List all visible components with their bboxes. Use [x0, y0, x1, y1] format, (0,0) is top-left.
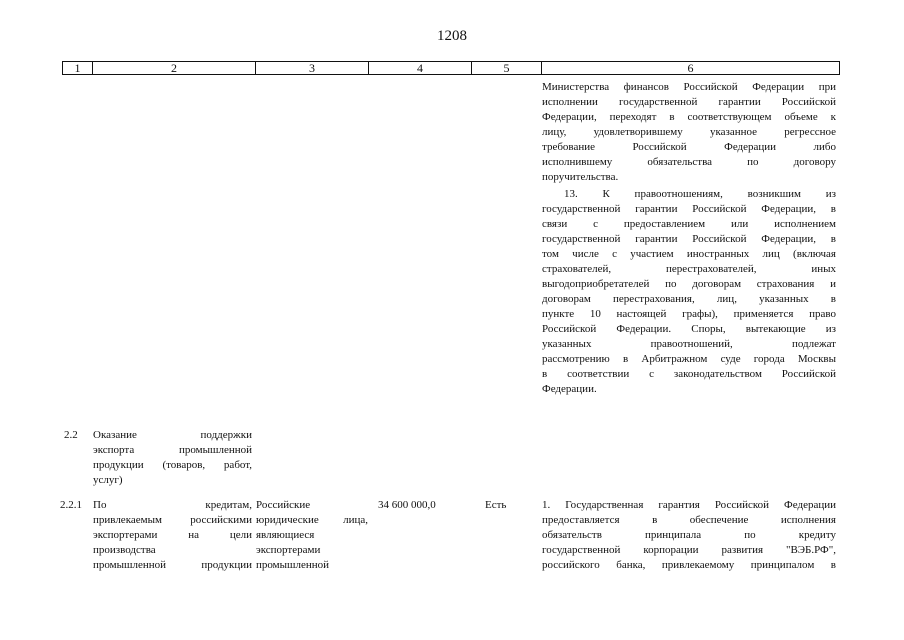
text-line: требование Российской Федерации либо — [542, 141, 836, 153]
text-line: рассмотрению в Арбитражном суде города Москвы — [542, 353, 836, 365]
text-line: 13. К правоотношениям, возникшим из — [564, 188, 836, 200]
row-number-2-2: 2.2 — [64, 429, 78, 441]
row-2-2-1-recourse: Есть — [485, 499, 507, 511]
text-line: договорам перестрахования, лиц, указанных в — [542, 293, 836, 305]
text-line: Федерации. — [542, 383, 597, 395]
column-header-5: 5 — [472, 62, 542, 74]
column-header-2: 2 — [93, 62, 256, 74]
text-line: связи с предоставлением или исполнением — [542, 218, 836, 230]
text-line: государственной гарантии Российской Федерации, в — [542, 233, 836, 245]
text-line: Оказание поддержки — [93, 429, 252, 441]
text-line: выгодоприобретателей по договорам страхования и — [542, 278, 836, 290]
column-header-6: 6 — [687, 61, 694, 75]
row-2-2-1-conditions — [542, 498, 836, 573]
text-line: поручительства. — [542, 171, 619, 183]
text-line: том числе с участием иностранных лиц (включая — [542, 248, 836, 260]
text-line: государственной корпорации развития "ВЭБ.РФ", — [542, 544, 836, 556]
text-line: российского банка, привлекаемому принципалом в — [542, 559, 836, 571]
text-line: Российской Федерации. Споры, вытекающие из — [542, 323, 836, 335]
text-line: Российские — [256, 499, 311, 511]
row-2-2-1-recipients — [256, 498, 368, 573]
column-header-1: 1 — [63, 62, 93, 74]
column-header-4: 4 — [369, 62, 472, 74]
text-line: исполнении государственной гарантии Российской — [542, 96, 836, 108]
text-line: продукции (товаров, работ, — [93, 459, 252, 471]
text-line: лицу, удовлетворившему указанное регрессное — [542, 126, 836, 138]
text-line: исполнившему обязательства по договору — [542, 156, 836, 168]
row-number-2-2-1: 2.2.1 — [60, 499, 82, 511]
text-line: промышленной продукции — [93, 559, 252, 571]
text-line: По кредитам, — [93, 499, 252, 511]
text-line: 1. Государственная гарантия Российской Федерации — [542, 499, 836, 511]
text-line: производства — [93, 544, 156, 556]
column-header-3: 3 — [256, 62, 369, 74]
row-2-2-1-amount: 34 600 000,0 — [378, 499, 436, 511]
row-2-2-description — [93, 428, 252, 488]
text-line: экспорта промышленной — [93, 444, 252, 456]
text-line: страхователей, перестрахователей, иных — [542, 263, 836, 275]
text-line: экспортерами на цели — [93, 529, 252, 541]
text-line: экспортерами — [256, 544, 321, 556]
text-line: являющиеся — [256, 529, 315, 541]
page-number: 1208 — [437, 28, 467, 44]
text-line: пункте 10 настоящей графы), применяется право — [542, 308, 836, 320]
text-line: указанных правоотношений, подлежат — [542, 338, 836, 350]
row-2-2-1-description — [93, 498, 252, 573]
table-header-row — [62, 61, 840, 75]
text-line: обязательств принципала по кредиту — [542, 529, 836, 541]
text-line: предоставляется в обеспечение исполнения — [542, 514, 836, 526]
text-line: услуг) — [93, 474, 123, 486]
text-line: государственной гарантии Российской Федерации, в — [542, 203, 836, 215]
text-line: Федерации, переходят в соответствующем объеме к — [542, 111, 836, 123]
col6-item-13-paragraph — [542, 187, 836, 397]
text-line: промышленной — [256, 559, 330, 571]
col6-continued-paragraph — [542, 80, 836, 185]
text-line: Министерства финансов Российской Федерации при — [542, 81, 836, 93]
text-line: привлекаемым российскими — [93, 514, 252, 526]
text-line: юридические лица, — [256, 514, 368, 526]
text-line: в соответствии с законодательством Российской — [542, 368, 836, 380]
